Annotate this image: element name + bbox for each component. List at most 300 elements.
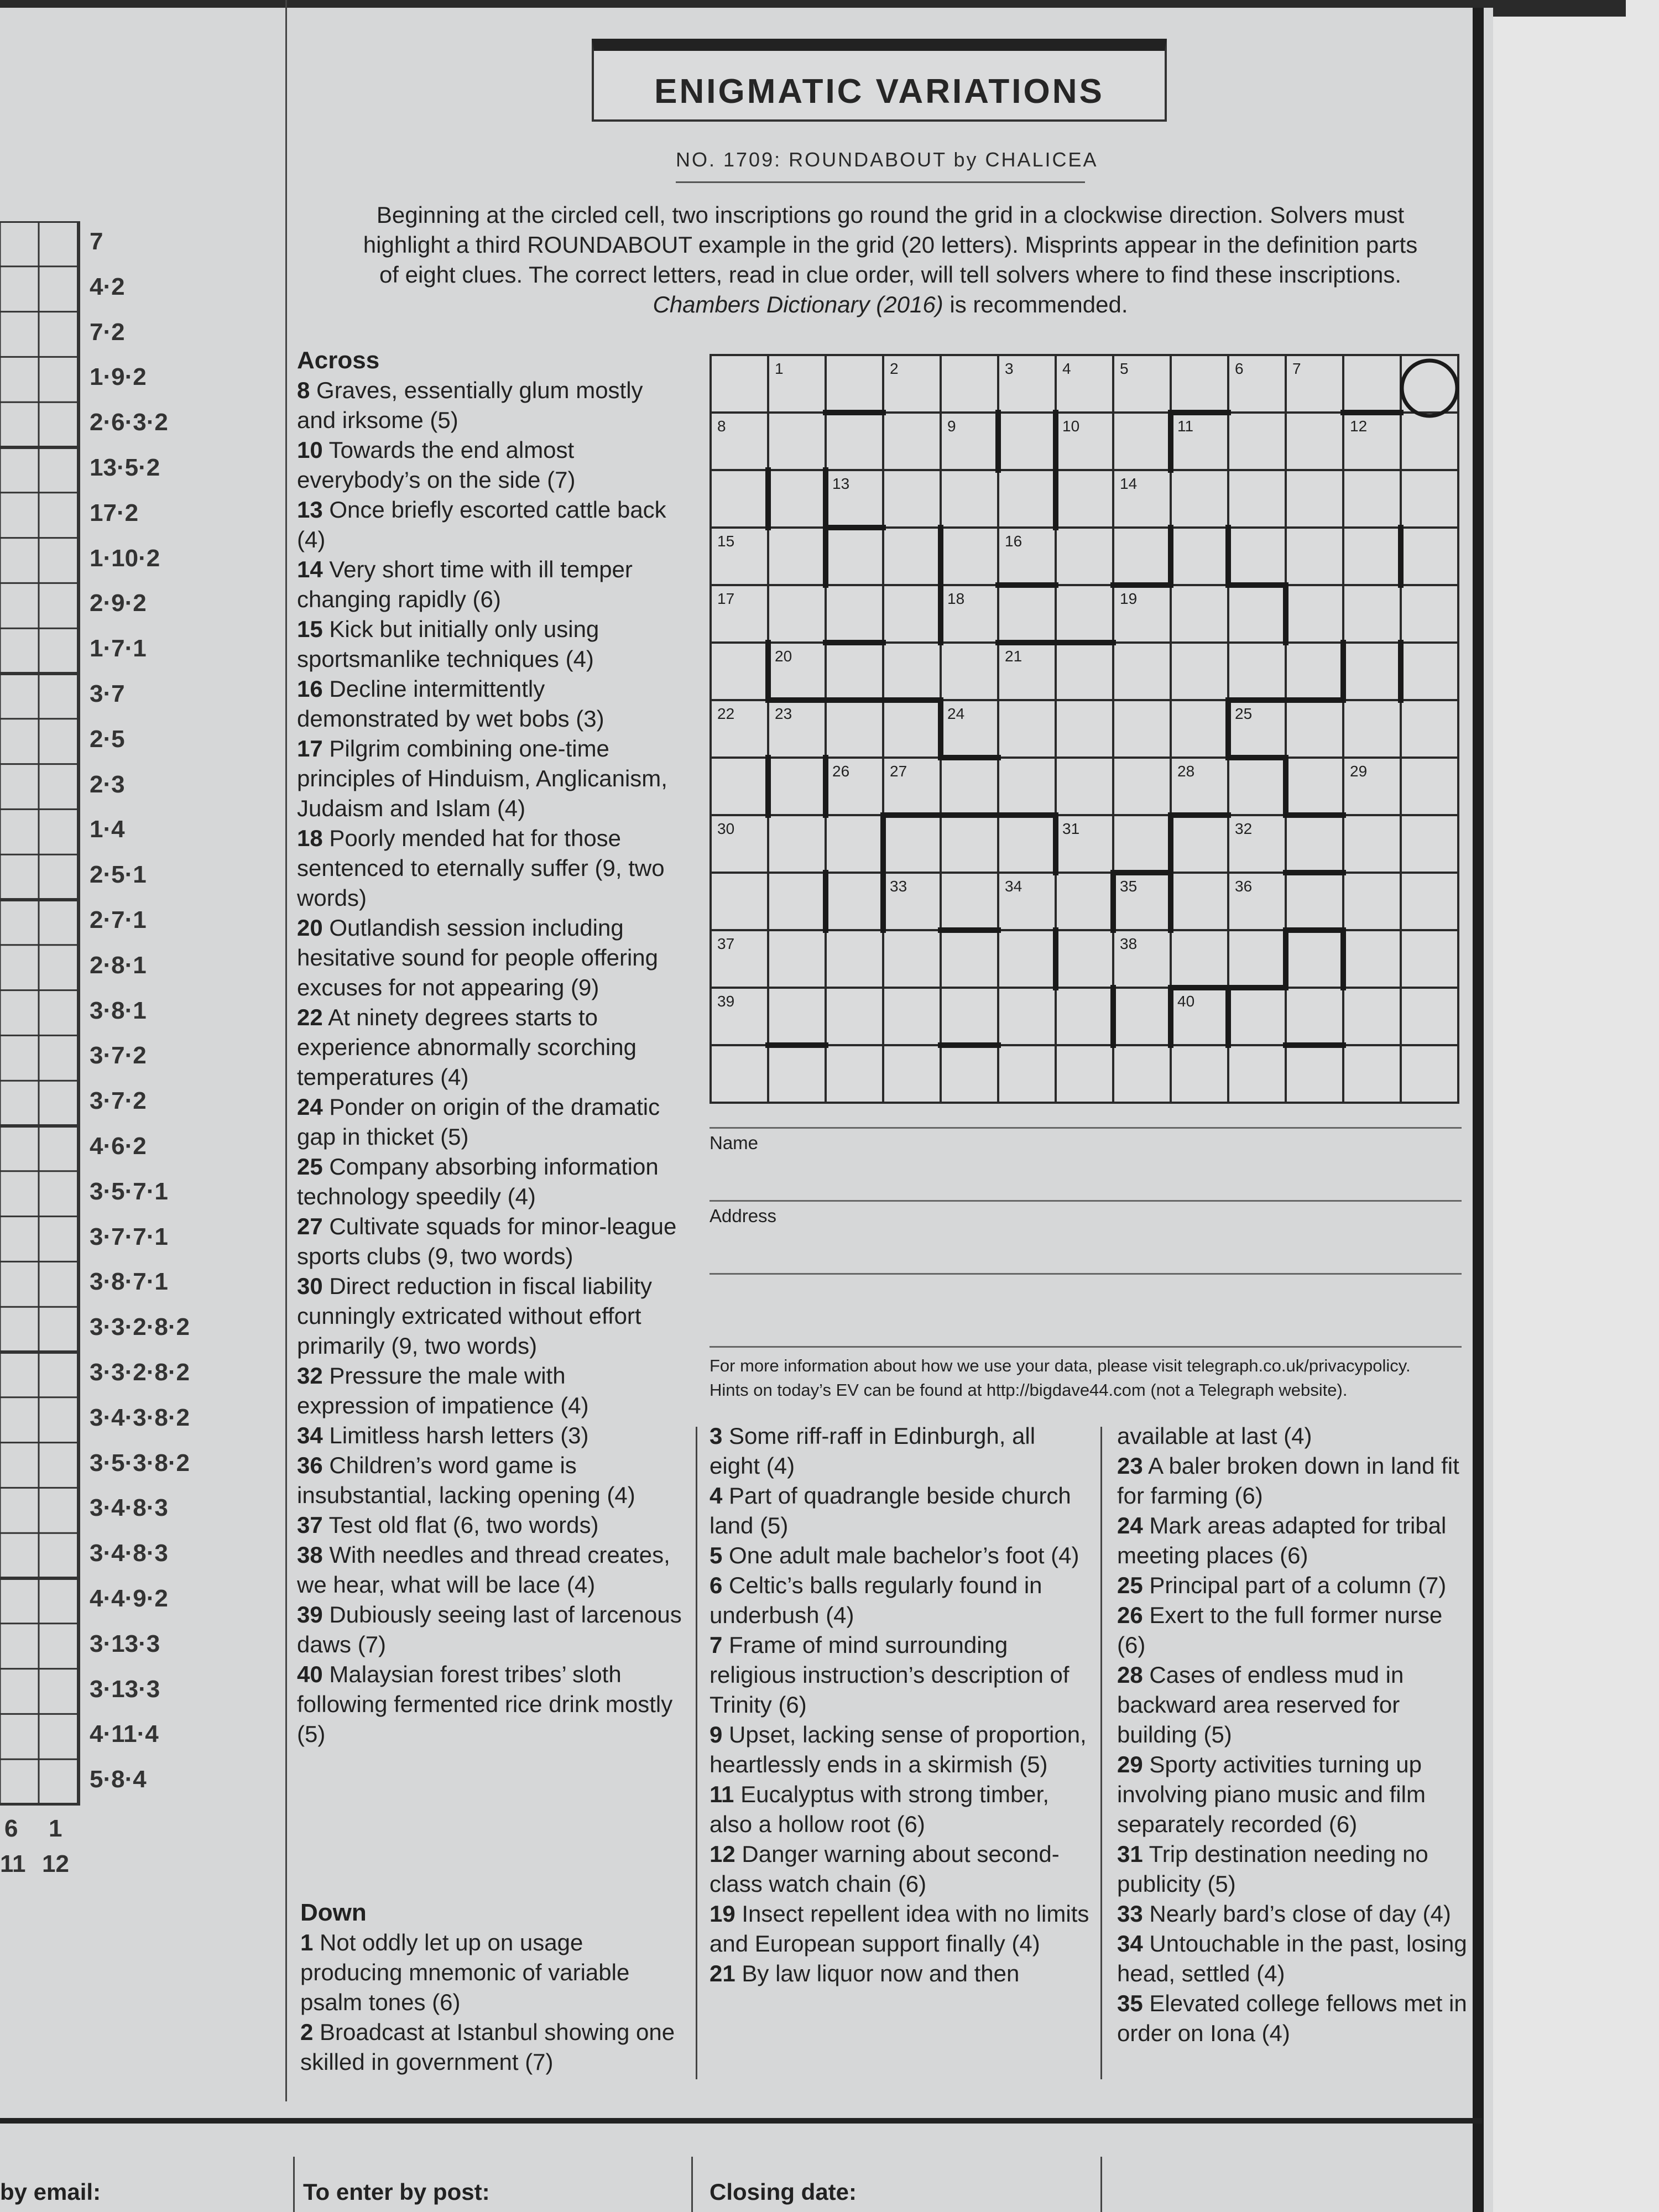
grid-cell[interactable]: [1343, 643, 1401, 700]
clue-text: Cultivate squads for minor-league sports clubs (9, two words): [297, 1213, 677, 1269]
clue-35: [1117, 1989, 1471, 2048]
address-label: Address: [709, 1206, 777, 1226]
row-clue: 7·2: [90, 318, 125, 346]
clue-number: 38: [297, 1542, 323, 1568]
clue-36: [297, 1451, 684, 1510]
grid-cell[interactable]: [998, 470, 1056, 528]
instructions-line: highlight a third ROUNDABOUT example in the grid (20 letters). Misprints appear in the definition parts: [363, 232, 1418, 258]
clue-text: At ninety degrees starts to experience abnormally scorching temperatures (4): [297, 1004, 637, 1090]
clue-number: 21: [709, 1960, 735, 1986]
grid-cell[interactable]: [1343, 815, 1401, 873]
cell-number: 15: [717, 533, 735, 550]
grid-cell[interactable]: [826, 873, 883, 930]
grid-cell[interactable]: [883, 930, 941, 988]
row-clue: 4·11·4: [90, 1720, 159, 1748]
grid-cell[interactable]: [826, 988, 883, 1045]
page-title: ENIGMATIC VARIATIONS: [654, 72, 1104, 111]
grid-cell[interactable]: [1286, 758, 1343, 815]
grid-cell[interactable]: [1228, 528, 1286, 585]
clue-text: Outlandish session including hesitative sound for people offering excuses for not appearing (9): [297, 915, 659, 1000]
cell-number: 22: [717, 705, 735, 722]
grid-cell[interactable]: [941, 355, 998, 413]
row-clue: 3·13·3: [90, 1675, 160, 1703]
grid-cell[interactable]: [1056, 988, 1113, 1045]
grid-cell[interactable]: [998, 758, 1056, 815]
clue-text: Very short time with ill temper changing rapidly (6): [297, 556, 633, 612]
grid-cell[interactable]: [1343, 355, 1401, 413]
row-clue: 3·5·3·8·2: [90, 1449, 190, 1477]
clue-text: Malaysian forest tribes’ sloth following fermented rice drink mostly (5): [297, 1661, 673, 1747]
col-clue: 6: [4, 1815, 18, 1842]
grid-cell[interactable]: [1286, 700, 1343, 758]
clue-4: [709, 1481, 1091, 1541]
grid-cell[interactable]: [1286, 470, 1343, 528]
column-rule-down2: [1100, 1427, 1102, 2079]
grid-cell[interactable]: [826, 700, 883, 758]
grid-cell[interactable]: [1171, 1045, 1228, 1103]
cell-number: 25: [1235, 705, 1253, 722]
grid-cell[interactable]: [1228, 413, 1286, 470]
across-heading: Across: [297, 347, 380, 374]
grid-cell[interactable]: [1401, 988, 1458, 1045]
grid-cell[interactable]: [1056, 585, 1113, 643]
grid-cell[interactable]: [1401, 930, 1458, 988]
clue-8: [297, 375, 684, 435]
clue-text: Broadcast at Istanbul showing one skilled in government (7): [300, 2019, 675, 2075]
grid-cell[interactable]: [1228, 470, 1286, 528]
row-clue: 2·9·2: [90, 589, 147, 617]
clue-37: [297, 1510, 684, 1540]
cell-number: 32: [1235, 820, 1253, 837]
instructions-line: [307, 290, 1474, 320]
clue-text: Exert to the full former nurse (6): [1117, 1602, 1443, 1658]
cell-number: 34: [1005, 878, 1022, 895]
address-field-line[interactable]: [709, 1273, 1462, 1275]
grid-cell[interactable]: [1343, 930, 1401, 988]
grid-cell[interactable]: [1343, 988, 1401, 1045]
clue-text: Dubiously seeing last of larcenous daws (7): [297, 1601, 682, 1657]
grid-cell[interactable]: [998, 413, 1056, 470]
grid-cell[interactable]: [1401, 413, 1458, 470]
grid-cell[interactable]: [1056, 700, 1113, 758]
grid-cell[interactable]: [941, 528, 998, 585]
grid-cell[interactable]: [1171, 643, 1228, 700]
clue-text: Trip destination needing no publicity (5): [1117, 1841, 1428, 1897]
grid-cell[interactable]: [1401, 873, 1458, 930]
cell-number: 24: [947, 705, 965, 722]
page-border-right: [1473, 0, 1484, 2212]
clue-number: 10: [297, 437, 323, 463]
grid-cell[interactable]: [1286, 528, 1343, 585]
clue-text: With needles and thread creates, we hear, what will be lace (4): [297, 1542, 670, 1598]
clue-text: Sporty activities turning up involving piano music and film separately recorded (6): [1117, 1751, 1426, 1837]
clue-number: 16: [297, 676, 323, 702]
clue-text: Decline intermittently demonstrated by wet bobs (3): [297, 676, 604, 732]
clue-number: 6: [709, 1572, 723, 1598]
grid-cell[interactable]: [883, 700, 941, 758]
grid-cell[interactable]: [826, 585, 883, 643]
grid-cell[interactable]: [1171, 585, 1228, 643]
row-clue: 3·13·3: [90, 1630, 160, 1657]
clue-number: 26: [1117, 1602, 1143, 1628]
row-clue: 2·5: [90, 725, 125, 753]
cell-number: 23: [775, 705, 792, 722]
grid-cell[interactable]: [711, 758, 768, 815]
clue-number: 27: [297, 1213, 323, 1239]
row-clue: 3·8·1: [90, 997, 147, 1024]
row-clue: 2·7·1: [90, 906, 147, 933]
cell-number: 19: [1120, 590, 1138, 607]
grid-cell[interactable]: [1056, 528, 1113, 585]
grid-cell[interactable]: [883, 988, 941, 1045]
clue-text: Nearly bard’s close of day (4): [1149, 1901, 1451, 1927]
grid-cell[interactable]: [1343, 585, 1401, 643]
clue-number: 39: [297, 1601, 323, 1627]
clue-number: 40: [297, 1661, 323, 1687]
grid-cell[interactable]: [1056, 758, 1113, 815]
grid-cell[interactable]: [1171, 873, 1228, 930]
footer-divider: [1100, 2157, 1102, 2212]
grid-cell[interactable]: [941, 643, 998, 700]
grid-cell[interactable]: [1056, 643, 1113, 700]
cell-number: 5: [1120, 360, 1129, 377]
clue-text: Towards the end almost everybody’s on the side (7): [297, 437, 576, 493]
cell-number: 18: [947, 590, 965, 607]
instructions-line: Beginning at the circled cell, two inscriptions go round the grid in a clockwise direction. Solvers must: [376, 202, 1405, 228]
grid-cell[interactable]: [1113, 815, 1171, 873]
grid-cell[interactable]: [1113, 643, 1171, 700]
row-clue: 1·7·1: [90, 635, 147, 662]
grid-cell[interactable]: [1113, 988, 1171, 1045]
clue-number: 12: [709, 1841, 735, 1867]
cell-number: 38: [1120, 935, 1138, 952]
clue-number: 22: [297, 1004, 323, 1030]
grid-cell[interactable]: [941, 873, 998, 930]
grid-cell[interactable]: [998, 815, 1056, 873]
clue-9: [709, 1720, 1091, 1780]
grid-cell[interactable]: [1401, 528, 1458, 585]
clue-33: [1117, 1899, 1471, 1929]
clue-text: Limitless harsh letters (3): [329, 1422, 589, 1448]
form-rule: [709, 1127, 1462, 1129]
grid-cell[interactable]: [1401, 1045, 1458, 1103]
grid-cell[interactable]: [1286, 873, 1343, 930]
grid-cell[interactable]: [768, 758, 826, 815]
clue-21: [709, 1959, 1091, 1989]
clue-number: 15: [297, 616, 323, 642]
nonogram-grid: [0, 221, 80, 1806]
grid-cell[interactable]: [1113, 528, 1171, 585]
footer-post-label: To enter by post:: [303, 2179, 490, 2205]
privacy-info: [709, 1354, 1462, 1402]
grid-cell[interactable]: [1401, 815, 1458, 873]
grid-cell[interactable]: [1171, 355, 1228, 413]
cell-number: 3: [1005, 360, 1014, 377]
column-rule-left: [285, 0, 287, 2101]
grid-cell[interactable]: [768, 470, 826, 528]
clue-18: [297, 823, 684, 913]
grid-cell[interactable]: [1171, 930, 1228, 988]
grid-cell[interactable]: [1286, 585, 1343, 643]
cell-number: 35: [1120, 878, 1138, 895]
clue-25: [297, 1152, 684, 1212]
grid-cell[interactable]: [1113, 413, 1171, 470]
adjacent-border-top: [1493, 0, 1626, 17]
grid-cell[interactable]: [1113, 700, 1171, 758]
grid-cell[interactable]: [883, 643, 941, 700]
grid-cell[interactable]: [1056, 873, 1113, 930]
grid-cell[interactable]: [1401, 355, 1458, 413]
clue-number: 33: [1117, 1901, 1143, 1927]
grid-cell[interactable]: [768, 585, 826, 643]
row-clue: 3·8·7·1: [90, 1268, 168, 1296]
clue-24: [1117, 1511, 1471, 1571]
grid-cell[interactable]: [1401, 470, 1458, 528]
dictionary-name: Chambers Dictionary (2016): [653, 291, 943, 317]
grid-cell[interactable]: [711, 873, 768, 930]
clue-7: [709, 1630, 1091, 1720]
grid-cell[interactable]: [998, 930, 1056, 988]
col-clue: 12: [42, 1850, 69, 1877]
grid-cell[interactable]: [883, 413, 941, 470]
grid-cell[interactable]: [941, 930, 998, 988]
clue-text: Direct reduction in fiscal liability cunningly extricated without effort primarily (9, two words): [297, 1273, 652, 1359]
clue-2: [300, 2017, 687, 2077]
grid-cell[interactable]: [1228, 643, 1286, 700]
clue-text: Graves, essentially glum mostly and irksome (5): [297, 377, 643, 433]
clue-text: Principal part of a column (7): [1149, 1572, 1447, 1598]
footer-divider: [691, 2157, 693, 2212]
title-box: [592, 39, 1167, 122]
clue-text: Part of quadrangle beside church land (5): [709, 1483, 1071, 1538]
clue-number: 8: [297, 377, 310, 403]
clue-34: [297, 1421, 684, 1451]
grid-cell[interactable]: [1401, 758, 1458, 815]
row-clue: 4·4·9·2: [90, 1585, 168, 1612]
grid-cell[interactable]: [1286, 1045, 1343, 1103]
grid-cell[interactable]: [1343, 700, 1401, 758]
row-clue: 1·10·2: [90, 544, 160, 572]
row-clue: 7: [90, 228, 103, 255]
grid-cell[interactable]: [1401, 585, 1458, 643]
grid-cell[interactable]: [941, 470, 998, 528]
grid-cell[interactable]: [1171, 700, 1228, 758]
clue-24: [297, 1092, 684, 1152]
clue-text: Mark areas adapted for tribal meeting places (6): [1117, 1512, 1447, 1568]
clue-text: Pilgrim combining one-time principles of Hinduism, Anglicanism, Judaism and Islam (4): [297, 735, 667, 821]
across-clues: [297, 346, 684, 1749]
clue-26: [1117, 1600, 1471, 1660]
row-clue: 4·6·2: [90, 1133, 147, 1160]
column-rule-down1: [696, 1427, 697, 2079]
grid-cell[interactable]: [1228, 930, 1286, 988]
name-field-line[interactable]: [709, 1200, 1462, 1202]
grid-cell[interactable]: [1171, 815, 1228, 873]
clue-14: [297, 555, 684, 614]
instructions-line: of eight clues. The correct letters, read in clue order, will tell solvers where to find these inscriptions.: [379, 262, 1402, 288]
clue-number: 35: [1117, 1990, 1143, 2016]
clue-text: Upset, lacking sense of proportion, heartlessly ends in a skirmish (5): [709, 1721, 1087, 1777]
clue-number: 37: [297, 1512, 323, 1538]
grid-cell[interactable]: [941, 815, 998, 873]
name-label: Name: [709, 1133, 759, 1153]
grid-cell[interactable]: [768, 528, 826, 585]
grid-cell[interactable]: [768, 930, 826, 988]
clue-11: [709, 1780, 1091, 1839]
grid-cell[interactable]: [711, 355, 768, 413]
grid-cell[interactable]: [826, 815, 883, 873]
grid-cell[interactable]: [883, 528, 941, 585]
clue-text: Eucalyptus with strong timber, also a hollow root (6): [709, 1781, 1049, 1837]
clue-29: [1117, 1750, 1471, 1839]
cell-number: 29: [1350, 763, 1368, 780]
clue-number: 24: [1117, 1512, 1143, 1538]
page-border-top: [0, 0, 1493, 8]
row-clue: 3·4·8·3: [90, 1494, 168, 1522]
clue-number: 2: [300, 2019, 314, 2045]
grid-cell[interactable]: [1286, 815, 1343, 873]
clue-22: [297, 1003, 684, 1092]
grid-cell[interactable]: [1113, 1045, 1171, 1103]
cell-number: 1: [775, 360, 784, 377]
clue-number: 14: [297, 556, 323, 582]
grid-cell[interactable]: [1228, 585, 1286, 643]
grid-cell[interactable]: [941, 758, 998, 815]
grid-cell[interactable]: [1056, 1045, 1113, 1103]
clue-1: [300, 1928, 687, 2017]
grid-cell[interactable]: [1171, 528, 1228, 585]
grid-cell[interactable]: [998, 700, 1056, 758]
grid-cell[interactable]: [1343, 1045, 1401, 1103]
clue-16: [297, 674, 684, 734]
clue-number: 18: [297, 825, 323, 851]
grid-cell[interactable]: [1228, 1045, 1286, 1103]
grid-cell[interactable]: [826, 528, 883, 585]
down-clues-col2: [709, 1421, 1091, 1989]
clue-number: 5: [709, 1542, 723, 1568]
row-clue: 3·5·7·1: [90, 1177, 168, 1205]
grid-cell[interactable]: [1113, 758, 1171, 815]
clue-13: [297, 495, 684, 555]
privacy-line: For more information about how we use your data, please visit telegraph.co.uk/privacypolicy.: [709, 1356, 1411, 1375]
row-clue: 5·8·4: [90, 1766, 147, 1793]
cell-number: 9: [947, 418, 956, 435]
clue-30: [297, 1271, 684, 1361]
row-clue: 3·7·2: [90, 1042, 147, 1070]
row-clue: 2·8·1: [90, 951, 147, 979]
grid-cell[interactable]: [1056, 470, 1113, 528]
grid-cell[interactable]: [1401, 700, 1458, 758]
grid-cell[interactable]: [1343, 873, 1401, 930]
grid-cell[interactable]: [1286, 643, 1343, 700]
row-clue: 3·3·2·8·2: [90, 1359, 190, 1386]
grid-cell[interactable]: [768, 815, 826, 873]
cell-number: 6: [1235, 360, 1244, 377]
clue-number: 30: [297, 1273, 323, 1299]
grid-cell[interactable]: [711, 1045, 768, 1103]
clue-27: [297, 1212, 684, 1271]
clue-5: [709, 1541, 1091, 1571]
grid-cell[interactable]: [883, 470, 941, 528]
clue-number: 4: [709, 1483, 723, 1509]
grid-cell[interactable]: [941, 988, 998, 1045]
grid-cell[interactable]: [1401, 643, 1458, 700]
subtitle-underline: [676, 181, 1085, 183]
row-clue: 1·9·2: [90, 363, 147, 391]
grid-cell[interactable]: [1286, 988, 1343, 1045]
grid-cell[interactable]: [1228, 758, 1286, 815]
clue-text: Cases of endless mud in backward area reserved for building (5): [1117, 1662, 1404, 1747]
clue-text: Once briefly escorted cattle back (4): [297, 497, 666, 552]
grid-cell[interactable]: [768, 413, 826, 470]
grid-cell[interactable]: [998, 1045, 1056, 1103]
grid-cell[interactable]: [768, 988, 826, 1045]
clue-31: [1117, 1839, 1471, 1899]
cell-number: 39: [717, 993, 735, 1010]
row-clue: 2·5·1: [90, 861, 147, 889]
clue-text: A baler broken down in land fit for farming (6): [1117, 1453, 1459, 1509]
grid-cell[interactable]: [883, 585, 941, 643]
clue-text: Pressure the male with expression of impatience (4): [297, 1363, 589, 1418]
grid-cell[interactable]: [883, 815, 941, 873]
clue-text: Ponder on origin of the dramatic gap in thicket (5): [297, 1094, 660, 1150]
grid-cell[interactable]: [826, 355, 883, 413]
cell-number: 36: [1235, 878, 1253, 895]
grid-cell[interactable]: [768, 873, 826, 930]
grid-cell[interactable]: [768, 1045, 826, 1103]
row-clue: 3·4·8·3: [90, 1540, 168, 1567]
down-heading: Down: [300, 1899, 367, 1926]
down-clues-col3: [1117, 1421, 1471, 2048]
clue-number: 20: [297, 915, 323, 941]
clue-number: 11: [709, 1781, 734, 1807]
cell-number: 2: [890, 360, 899, 377]
grid-cell[interactable]: [826, 643, 883, 700]
grid-cell[interactable]: [1343, 470, 1401, 528]
grid-cell[interactable]: [941, 1045, 998, 1103]
grid-cell[interactable]: [1056, 930, 1113, 988]
clue-34: [1117, 1929, 1471, 1989]
grid-cell[interactable]: [826, 930, 883, 988]
cell-number: 4: [1062, 360, 1071, 377]
grid-cell[interactable]: [1286, 930, 1343, 988]
grid-cell[interactable]: [711, 643, 768, 700]
crossword-grid[interactable]: [709, 354, 1464, 1108]
grid-cell[interactable]: [1228, 988, 1286, 1045]
clue-number: 34: [1117, 1931, 1143, 1957]
clue-text: One adult male bachelor’s foot (4): [729, 1542, 1079, 1568]
address-field-line-2[interactable]: [709, 1346, 1462, 1348]
grid-cell[interactable]: [1343, 528, 1401, 585]
clue-text: By law liquor now and then: [742, 1960, 1020, 1986]
row-clue: 3·4·3·8·2: [90, 1404, 190, 1431]
grid-cell[interactable]: [711, 470, 768, 528]
grid-cell[interactable]: [998, 988, 1056, 1045]
grid-cell[interactable]: [826, 1045, 883, 1103]
clue-15: [297, 614, 684, 674]
grid-cell[interactable]: [1286, 413, 1343, 470]
cell-number: 7: [1292, 360, 1301, 377]
clue-text: Insect repellent idea with no limits and European support finally (4): [709, 1901, 1089, 1957]
grid-cell[interactable]: [1171, 470, 1228, 528]
grid-cell[interactable]: [998, 585, 1056, 643]
clue-number: 3: [709, 1423, 723, 1449]
puzzle-subtitle: NO. 1709: ROUNDABOUT by CHALICEA: [676, 148, 1098, 171]
grid-cell[interactable]: [826, 413, 883, 470]
cell-number: 37: [717, 935, 735, 952]
grid-cell[interactable]: [883, 1045, 941, 1103]
row-clue: 13·5·2: [90, 454, 160, 481]
